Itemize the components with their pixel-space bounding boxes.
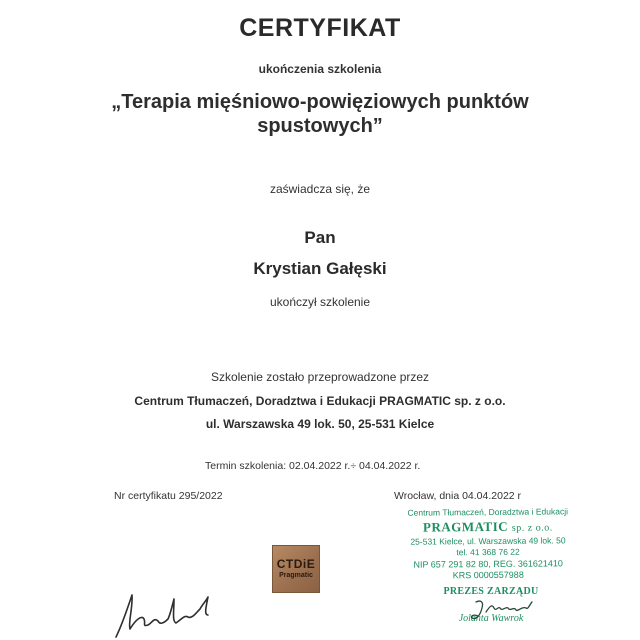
recipient-name: Krystian Gałęski: [253, 259, 387, 278]
left-signature-icon: [112, 585, 222, 640]
salutation: Pan: [304, 228, 336, 247]
attest-text: zaświadcza się, że: [269, 182, 371, 196]
company-stamp: [398, 506, 579, 582]
right-signature-icon: [470, 598, 540, 626]
course-title-line2: spustowych”: [257, 115, 383, 137]
course-title-line1: „Terapia mięśniowo-powięziowych punktów: [111, 91, 529, 113]
course-title: [0, 90, 640, 138]
stamp-brand-suffix: sp. z o.o.: [511, 521, 553, 534]
stamp-line1: Centrum Tłumaczeń, Doradztwa i Edukacji: [407, 506, 568, 518]
ctdie-logo: [272, 545, 320, 593]
stamp-brand-name: PRAGMATIC: [422, 518, 509, 535]
logo-text-sub: Pragmatic: [279, 572, 313, 579]
stamp-brand: [398, 518, 578, 537]
organization-address: ul. Warszawska 49 lok. 50, 25-531 Kielce: [205, 417, 435, 431]
stamp-signer: Jolanta Wawrok: [458, 613, 524, 624]
stamp-krs: KRS 0000557988: [452, 569, 524, 581]
certificate-subtitle: ukończenia szkolenia: [258, 62, 382, 76]
conducted-by-text: Szkolenie zostało przeprowadzone przez: [210, 370, 430, 384]
logo-text-main: CTDiE: [276, 557, 316, 571]
place-date: Wrocław, dnia 04.04.2022 r: [394, 490, 522, 502]
stamp-phone: tel. 41 368 76 22: [456, 546, 520, 558]
training-term: Termin szkolenia: 02.04.2022 r.÷ 04.04.2022 r.: [205, 460, 421, 472]
completed-text: ukończył szkolenie: [269, 295, 371, 309]
organization-name: Centrum Tłumaczeń, Doradztwa i Edukacji PRAGMATIC sp. z o.o.: [134, 394, 506, 408]
certificate-number: Nr certyfikatu 295/2022: [114, 490, 223, 502]
stamp-address: 25-531 Kielce, ul. Warszawska 49 lok. 50: [410, 534, 566, 547]
stamp-position: PREZES ZARZĄDU: [443, 586, 539, 597]
certificate-title: CERTYFIKAT: [239, 14, 401, 42]
stamp-nip: NIP 657 291 82 80, REG. 361621410: [413, 557, 563, 570]
